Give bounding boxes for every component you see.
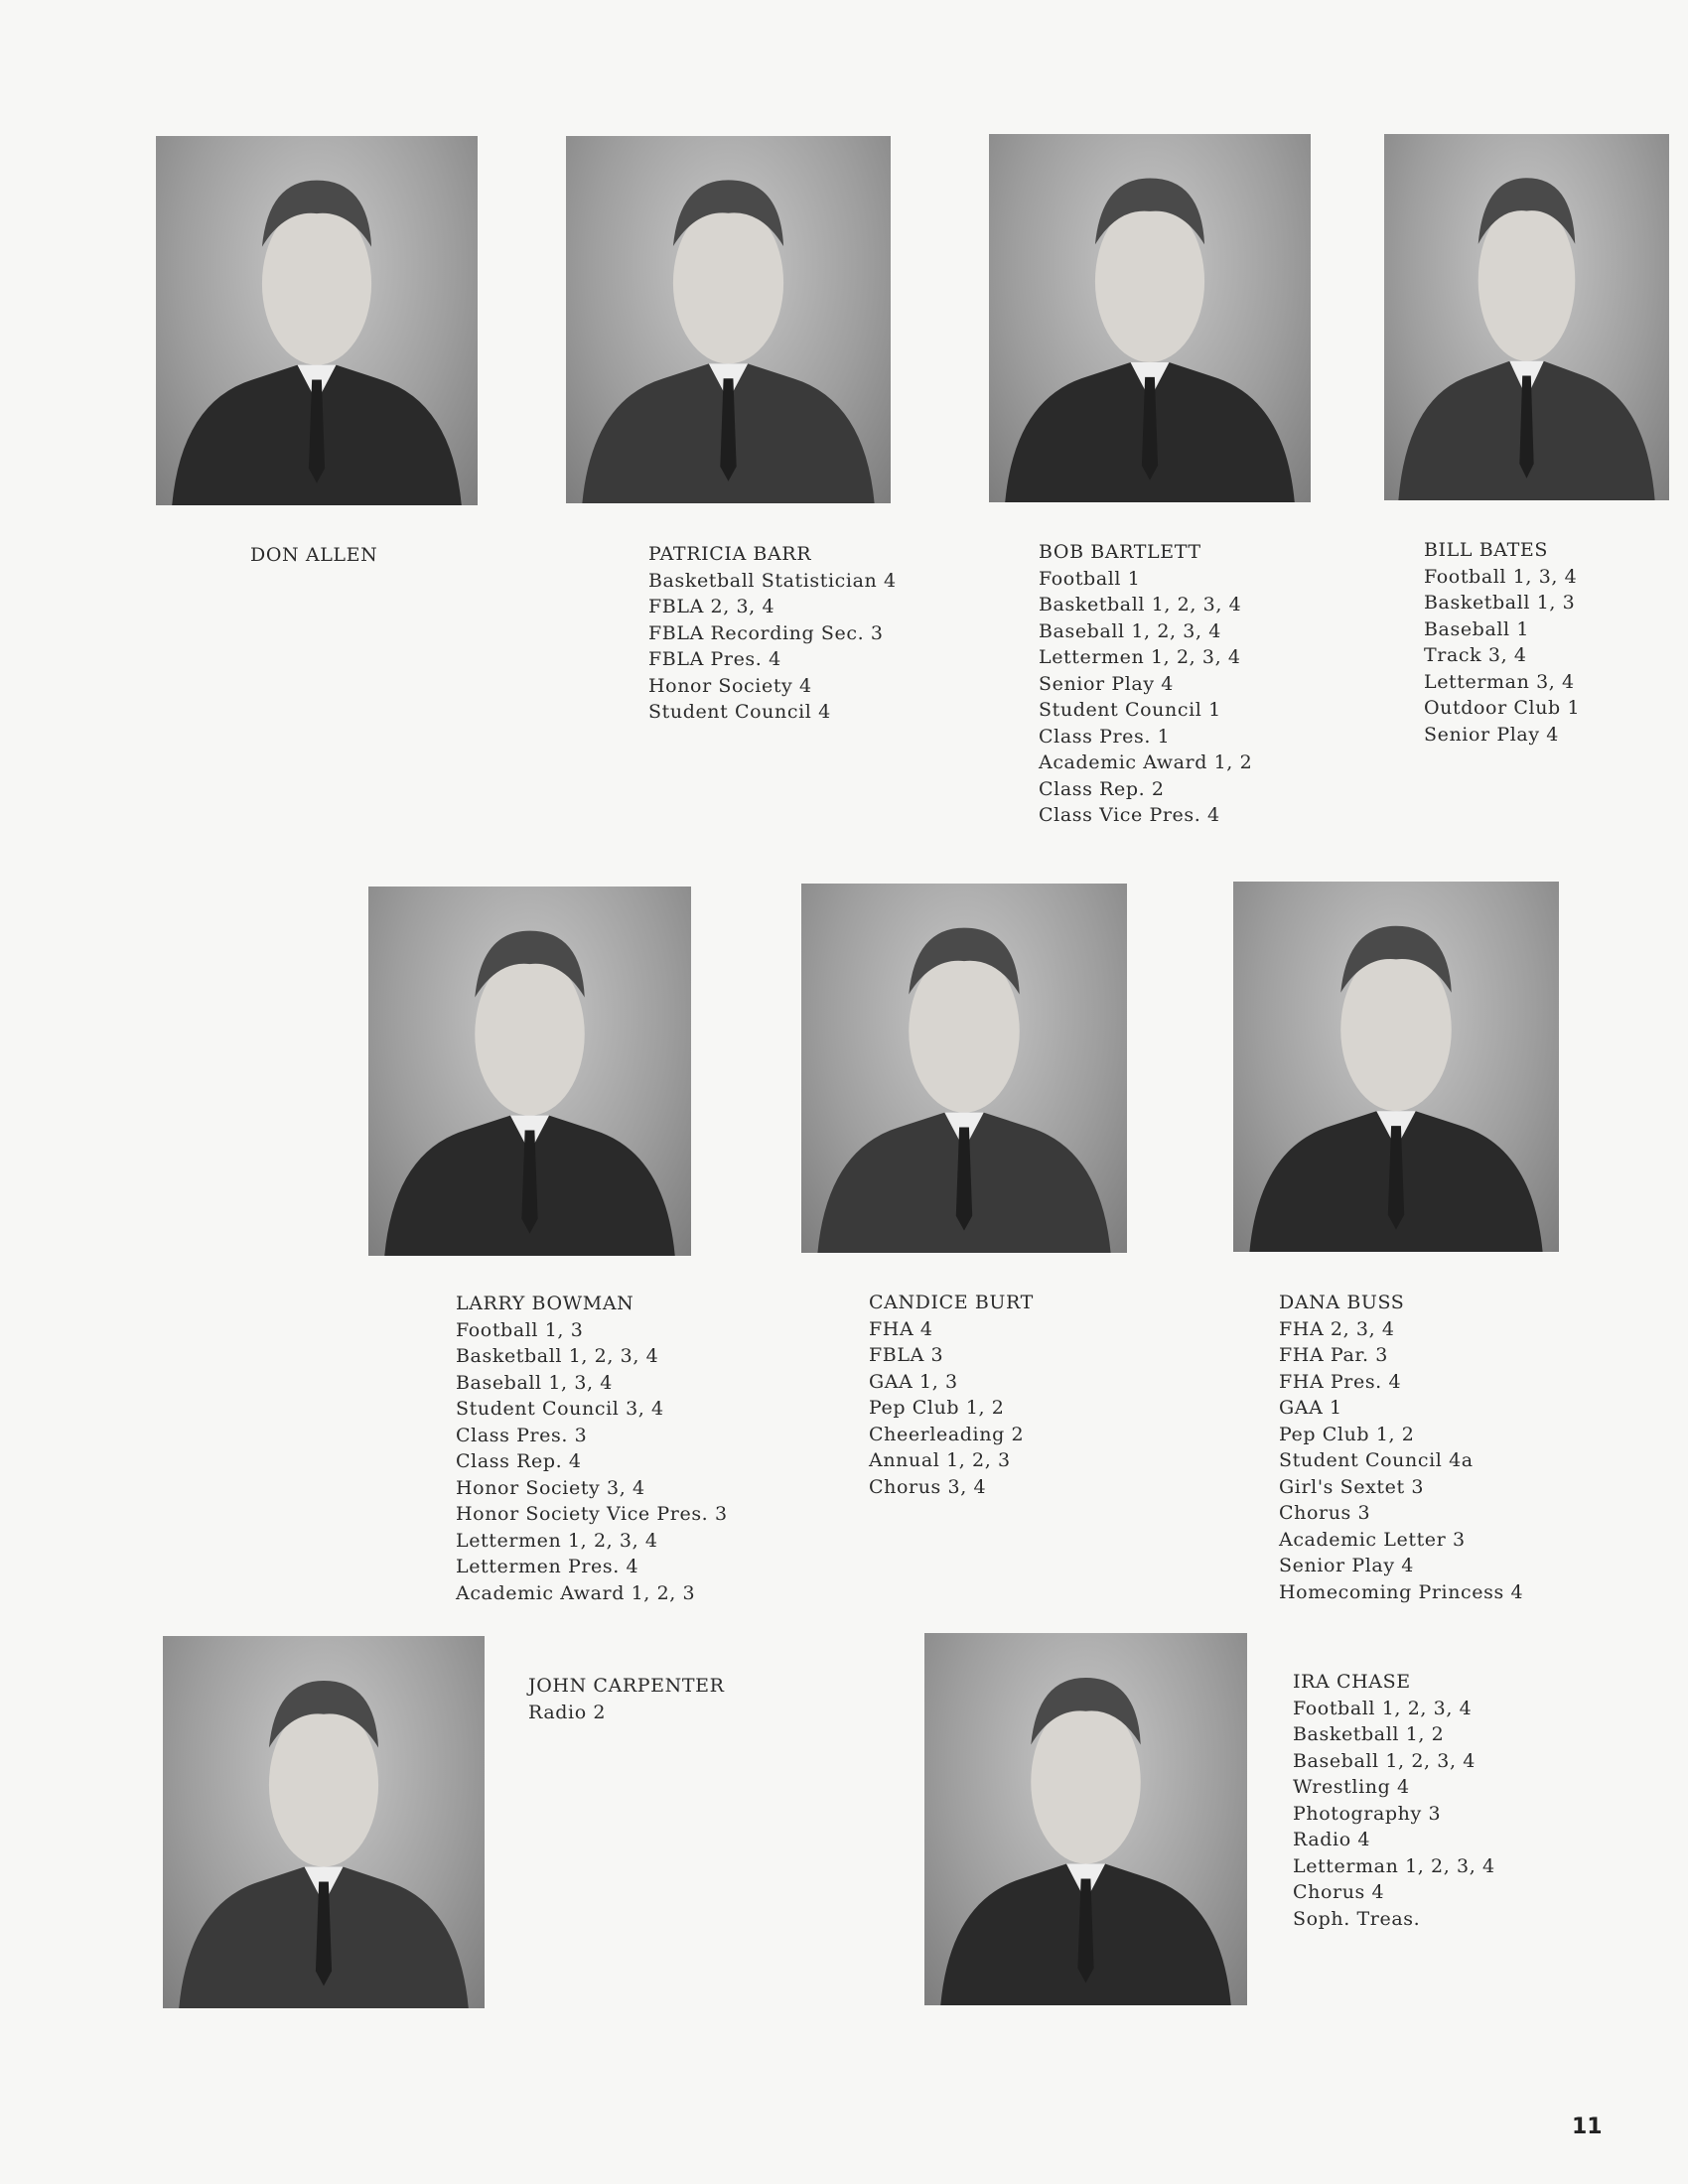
activity-line: Soph. Treas. — [1293, 1907, 1421, 1930]
activity-line: Football 1, 3, 4 — [1424, 565, 1578, 588]
student-name: JOHN CARPENTER — [528, 1675, 725, 1697]
activity-line: FHA 4 — [869, 1317, 933, 1340]
activity-line: Photography 3 — [1293, 1802, 1442, 1825]
student-entry-patricia-barr — [648, 541, 897, 726]
portrait-silhouette-icon — [1233, 882, 1559, 1252]
portrait-photo-bob-bartlett — [989, 134, 1311, 502]
activity-line: GAA 1 — [1279, 1397, 1342, 1419]
activity-line: FBLA 2, 3, 4 — [648, 596, 775, 617]
activity-line: Class Rep. 4 — [456, 1450, 582, 1472]
activity-line: Senior Play 4 — [1039, 672, 1174, 695]
portrait-photo-bill-bates — [1384, 134, 1669, 500]
activity-line: Basketball Statistician 4 — [648, 569, 897, 592]
activity-line: Chorus 3, 4 — [869, 1475, 987, 1498]
activity-line: Senior Play 4 — [1424, 723, 1559, 746]
activity-line: Lettermen 1, 2, 3, 4 — [1039, 646, 1241, 668]
portrait-photo-patricia-barr — [566, 136, 891, 503]
portrait-silhouette-icon — [566, 136, 891, 503]
activity-line: Baseball 1 — [1424, 617, 1530, 640]
activity-line: Homecoming Princess 4 — [1279, 1580, 1524, 1603]
activity-line: Student Council 4 — [648, 701, 831, 723]
activity-line: GAA 1, 3 — [869, 1370, 958, 1393]
portrait-silhouette-icon — [163, 1636, 485, 2008]
student-name: DON ALLEN — [250, 544, 378, 566]
activity-line: Football 1, 2, 3, 4 — [1293, 1697, 1473, 1719]
activity-line: Football 1 — [1039, 567, 1141, 590]
activity-line: Lettermen 1, 2, 3, 4 — [456, 1529, 658, 1552]
activity-line: Girl's Sextet 3 — [1279, 1475, 1425, 1498]
activity-line: Baseball 1, 3, 4 — [456, 1371, 613, 1394]
student-name: BILL BATES — [1424, 539, 1548, 561]
activity-line: Letterman 1, 2, 3, 4 — [1293, 1854, 1495, 1877]
activity-line: Academic Award 1, 2 — [1039, 751, 1253, 773]
activity-line: Academic Letter 3 — [1279, 1528, 1466, 1551]
activity-line: Basketball 1, 2, 3, 4 — [456, 1345, 659, 1367]
activity-line: Academic Award 1, 2, 3 — [456, 1581, 696, 1604]
student-name: IRA CHASE — [1293, 1671, 1411, 1693]
student-entry-larry-bowman — [456, 1291, 728, 1606]
student-entry-john-carpenter — [528, 1673, 725, 1725]
activity-line: Chorus 4 — [1293, 1881, 1385, 1903]
activity-line: Senior Play 4 — [1279, 1555, 1414, 1576]
activity-line: Class Vice Pres. 4 — [1039, 804, 1220, 826]
activity-line: Radio 2 — [528, 1701, 607, 1723]
student-entry-bob-bartlett — [1039, 539, 1252, 829]
activity-line: Basketball 1, 3 — [1424, 592, 1576, 614]
portrait-photo-larry-bowman — [368, 887, 691, 1256]
activity-line: Baseball 1, 2, 3, 4 — [1039, 619, 1221, 642]
student-entry-candice-burt — [869, 1290, 1034, 1500]
activity-line: Class Pres. 3 — [456, 1424, 588, 1446]
activity-line: Lettermen Pres. 4 — [456, 1556, 639, 1577]
page-number: 11 — [1572, 2115, 1603, 2139]
student-name: LARRY BOWMAN — [456, 1293, 634, 1314]
portrait-silhouette-icon — [156, 136, 478, 505]
portrait-silhouette-icon — [989, 134, 1311, 502]
student-name: BOB BARTLETT — [1039, 541, 1201, 563]
activity-line: Chorus 3 — [1279, 1502, 1371, 1524]
student-entry-dana-buss — [1279, 1290, 1523, 1605]
activity-line: FHA Par. 3 — [1279, 1344, 1388, 1366]
portrait-photo-candice-burt — [801, 884, 1127, 1253]
activity-line: Basketball 1, 2 — [1293, 1723, 1445, 1745]
student-entry-ira-chase — [1293, 1669, 1495, 1932]
activity-line: FBLA 3 — [869, 1344, 944, 1366]
activity-line: Student Council 1 — [1039, 699, 1221, 721]
student-entry-bill-bates — [1424, 537, 1580, 748]
portrait-silhouette-icon — [1384, 134, 1669, 500]
portrait-silhouette-icon — [801, 884, 1127, 1253]
student-entry-don-allen — [250, 542, 377, 569]
activity-line: FBLA Recording Sec. 3 — [648, 621, 884, 644]
student-name: DANA BUSS — [1279, 1292, 1405, 1313]
activity-line: Pep Club 1, 2 — [869, 1397, 1005, 1419]
activity-line: Honor Society 3, 4 — [456, 1476, 645, 1499]
student-name: CANDICE BURT — [869, 1292, 1034, 1313]
activity-line: Basketball 1, 2, 3, 4 — [1039, 594, 1242, 615]
portrait-photo-dana-buss — [1233, 882, 1559, 1252]
portrait-photo-john-carpenter — [163, 1636, 485, 2008]
activity-line: FBLA Pres. 4 — [648, 648, 781, 670]
activity-line: Honor Society 4 — [648, 674, 812, 697]
activity-line: Student Council 3, 4 — [456, 1398, 664, 1420]
activity-line: Baseball 1, 2, 3, 4 — [1293, 1749, 1476, 1772]
activity-line: FHA 2, 3, 4 — [1279, 1317, 1395, 1340]
portrait-silhouette-icon — [924, 1633, 1247, 2005]
student-name: PATRICIA BARR — [648, 543, 812, 565]
activity-line: Annual 1, 2, 3 — [869, 1449, 1011, 1471]
activity-line: Class Rep. 2 — [1039, 777, 1165, 800]
activity-line: Student Council 4a — [1279, 1449, 1474, 1471]
activity-line: Outdoor Club 1 — [1424, 697, 1581, 719]
activity-line: Pep Club 1, 2 — [1279, 1423, 1415, 1445]
activity-line: Football 1, 3 — [456, 1318, 584, 1341]
portrait-silhouette-icon — [368, 887, 691, 1256]
activity-line: Honor Society Vice Pres. 3 — [456, 1503, 728, 1525]
activity-line: Letterman 3, 4 — [1424, 670, 1575, 693]
activity-line: Wrestling 4 — [1293, 1776, 1410, 1798]
activity-line: FHA Pres. 4 — [1279, 1370, 1402, 1393]
activity-line: Cheerleading 2 — [869, 1423, 1025, 1445]
activity-line: Radio 4 — [1293, 1829, 1371, 1850]
portrait-photo-don-allen — [156, 136, 478, 505]
activity-line: Class Pres. 1 — [1039, 725, 1171, 748]
activity-line: Track 3, 4 — [1424, 644, 1527, 666]
portrait-photo-ira-chase — [924, 1633, 1247, 2005]
